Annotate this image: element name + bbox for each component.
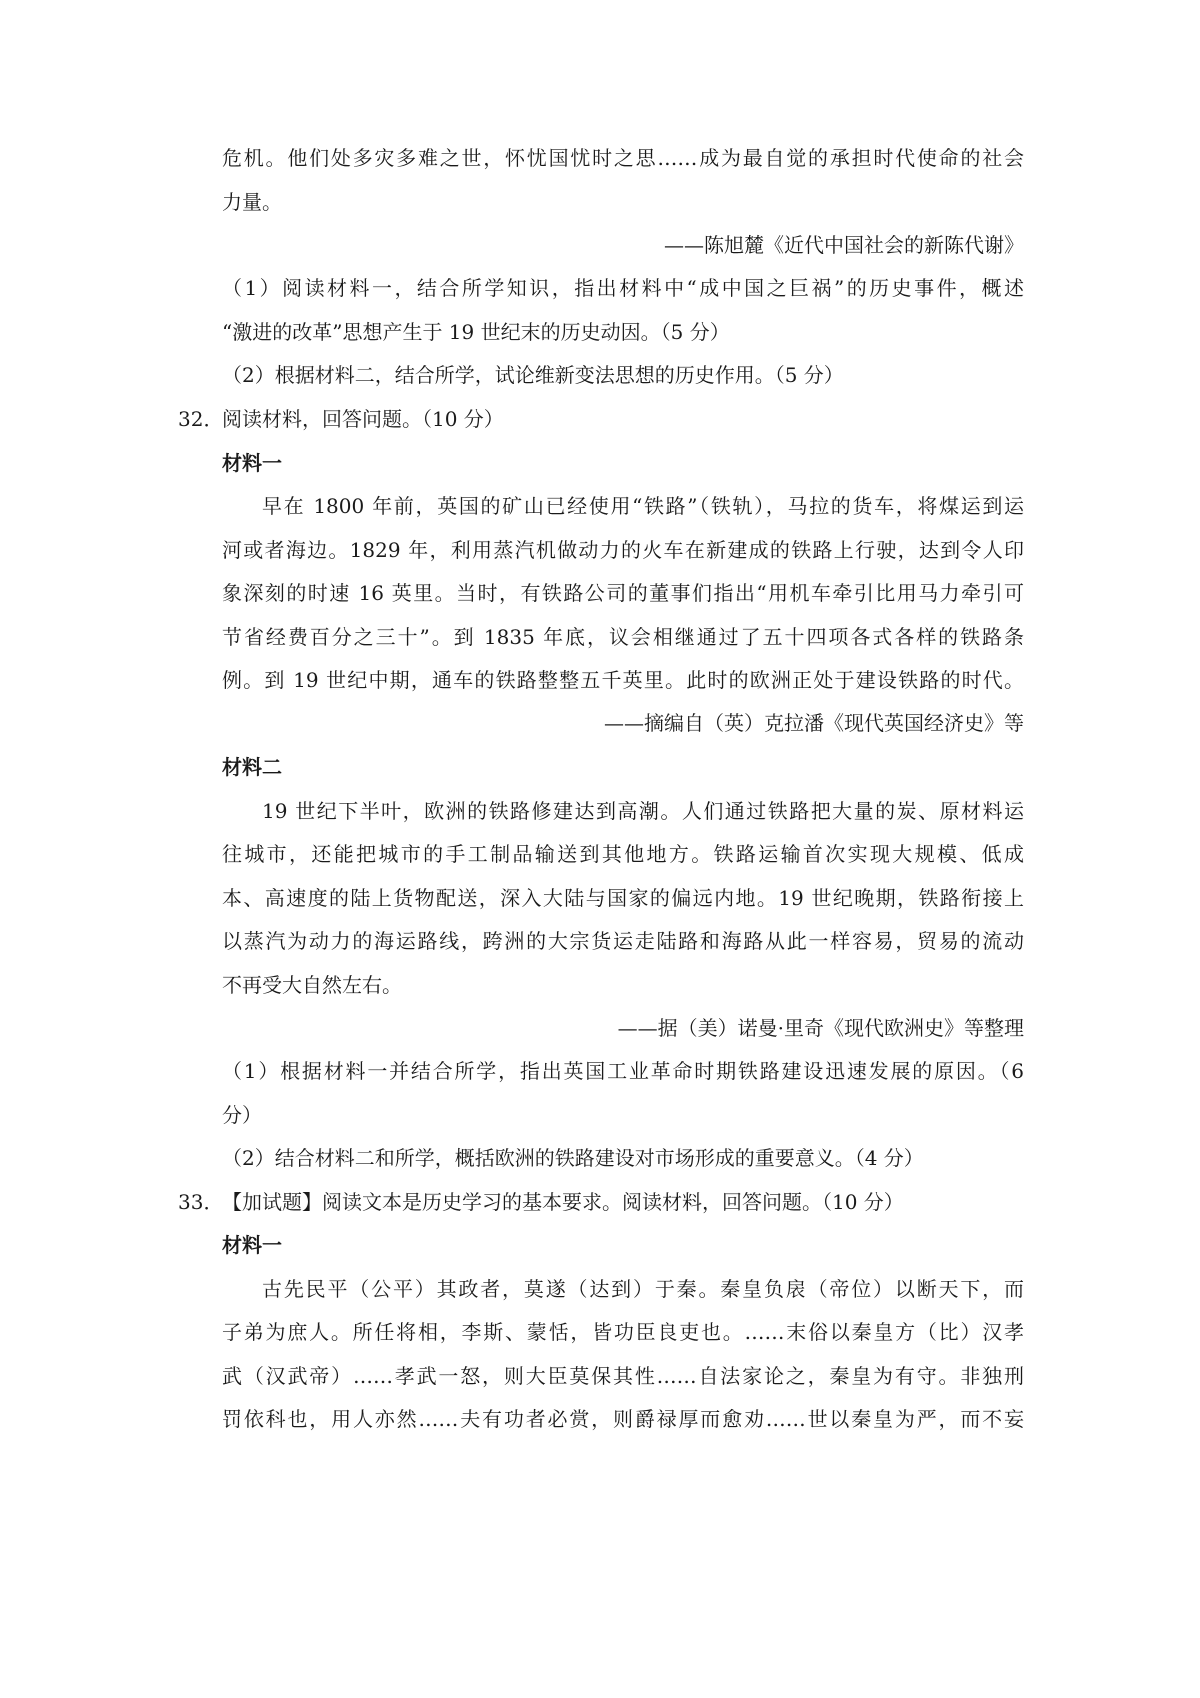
- sub-question-1-cont: “激进的改革”思想产生于 19 世纪末的历史动因。（5 分）: [222, 320, 730, 344]
- material-heading: 材料一: [222, 1233, 282, 1257]
- material-heading: 材料二: [222, 755, 282, 779]
- material-text-line: 力量。: [222, 190, 282, 214]
- question-prompt: 【加试题】阅读文本是历史学习的基本要求。阅读材料，回答问题。（10 分）: [222, 1190, 904, 1214]
- material-text-line: 例。到 19 世纪中期，通车的铁路整整五千英里。此时的欧洲正处于建设铁路的时代。: [222, 668, 1024, 692]
- material-text-line: 河或者海边。1829 年，利用蒸汽机做动力的火车在新建成的铁路上行驶，达到令人印: [222, 538, 1024, 562]
- material-text-line: 武（汉武帝）……孝武一怒，则大臣莫保其性……自法家论之，秦皇为有守。非独刑: [222, 1364, 1024, 1388]
- material-source: ——陈旭麓《近代中国社会的新陈代谢》: [664, 233, 1024, 257]
- material-text-line: 节省经费百分之三十”。到 1835 年底，议会相继通过了五十四项各式各样的铁路条: [222, 625, 1024, 649]
- material-source: ——据（美）诺曼·里奇《现代欧洲史》等整理: [617, 1016, 1024, 1040]
- material-text-line: 不再受大自然左右。: [222, 973, 402, 997]
- material-text-line: 子弟为庶人。所任将相，李斯、蒙恬，皆功臣良吏也。……末俗以秦皇方（比）汉孝: [222, 1320, 1024, 1344]
- question-prompt: 阅读材料，回答问题。（10 分）: [222, 407, 504, 431]
- material-text-line: 往城市，还能把城市的手工制品输送到其他地方。铁路运输首次实现大规模、低成: [222, 842, 1024, 866]
- sub-question-1-cont: 分）: [222, 1103, 262, 1127]
- material-source: ——摘编自（英）克拉潘《现代英国经济史》等: [604, 711, 1024, 735]
- material-text-line: 以蒸汽为动力的海运路线，跨洲的大宗货运走陆路和海路从此一样容易，贸易的流动: [222, 929, 1024, 953]
- question-number: 32．: [178, 407, 224, 431]
- question-number: 33．: [178, 1190, 224, 1214]
- sub-question-2: （2）结合材料二和所学，概括欧洲的铁路建设对市场形成的重要意义。（4 分）: [222, 1146, 924, 1170]
- sub-question-1: （1）阅读材料一，结合所学知识，指出材料中“成中国之巨祸”的历史事件，概述: [222, 276, 1024, 300]
- sub-question-1: （1）根据材料一并结合所学，指出英国工业革命时期铁路建设迅速发展的原因。（6: [222, 1059, 1024, 1083]
- material-text-line: 危机。他们处多灾多难之世，怀忧国忧时之思……成为最自觉的承担时代使命的社会: [222, 146, 1024, 170]
- material-text-line: 早在 1800 年前，英国的矿山已经使用“铁路”（铁轨），马拉的货车，将煤运到运: [262, 494, 1024, 518]
- material-text-line: 罚依科也，用人亦然……夫有功者必赏，则爵禄厚而愈劝……世以秦皇为严，而不妄: [222, 1407, 1024, 1431]
- material-text-line: 古先民平（公平）其政者，莫遂（达到）于秦。秦皇负扆（帝位）以断天下，而: [262, 1277, 1024, 1301]
- material-heading: 材料一: [222, 451, 282, 475]
- material-text-line: 象深刻的时速 16 英里。当时，有铁路公司的董事们指出“用机车牵引比用马力牵引可: [222, 581, 1024, 605]
- material-text-line: 19 世纪下半叶，欧洲的铁路修建达到高潮。人们通过铁路把大量的炭、原材料运: [262, 799, 1024, 823]
- material-text-line: 本、高速度的陆上货物配送，深入大陆与国家的偏远内地。19 世纪晚期，铁路衔接上: [222, 886, 1024, 910]
- sub-question-2: （2）根据材料二，结合所学，试论维新变法思想的历史作用。（5 分）: [222, 363, 844, 387]
